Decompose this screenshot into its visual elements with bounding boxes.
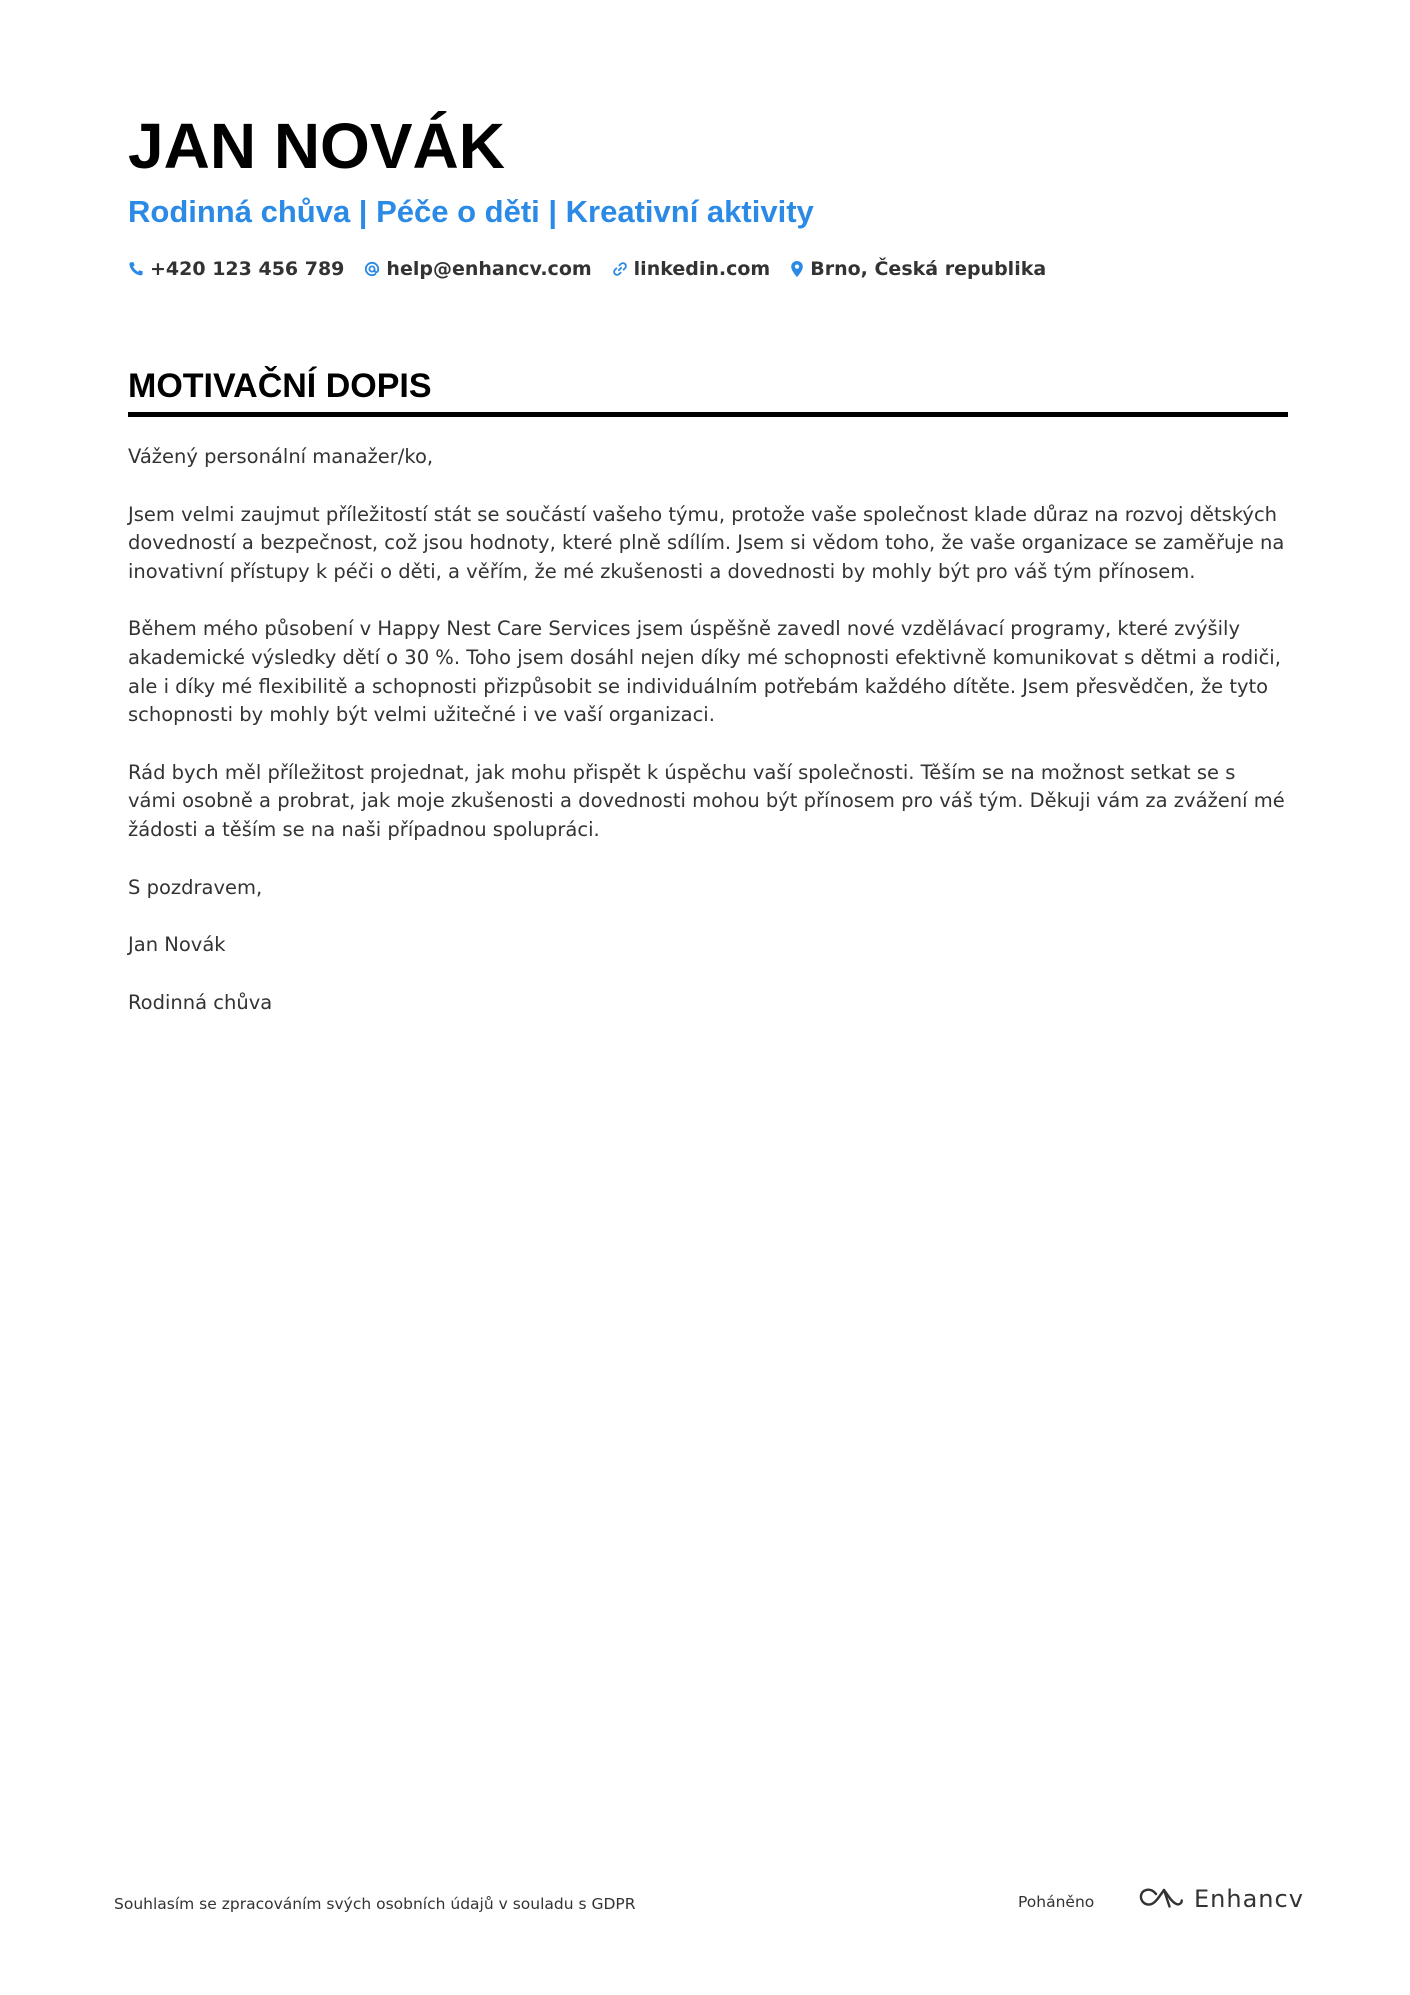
location-pin-icon [790, 260, 804, 278]
signature-title: Rodinná chůva [128, 990, 273, 1014]
gdpr-consent-text: Souhlasím se zpracováním svých osobních údajů v souladu s GDPR [114, 1895, 636, 1913]
contact-email[interactable] [364, 258, 591, 280]
header [128, 108, 1288, 280]
letter-body [128, 443, 1288, 1017]
contact-location [790, 258, 1046, 280]
signature-name: Jan Novák [128, 933, 226, 957]
at-icon [364, 261, 380, 277]
section-divider [128, 412, 1288, 417]
candidate-subtitle: Rodinná chůva | Péče o děti | Kreativní aktivity [128, 194, 814, 229]
contact-email-text: help@enhancv.com [386, 258, 592, 280]
contact-bar [128, 258, 1288, 280]
letter-paragraph: Během mého působení v Happy Nest Care Services jsem úspěšně zavedl nové vzdělávací programy, které zvýšily akademické výsledky dětí o 30 %. Toho jsem dosáhl nejen díky mé schopnosti efektivně komunikovat s dětmi a rodiči, ale i díky mé flexibilitě a schopnosti přizpůsobit se individuálním potřebám každého dítěte. Jsem přesvědčen, že tyto schopnosti by mohly být velmi užitečné i ve vaší organizaci. [128, 617, 1281, 727]
letter-closing: S pozdravem, [128, 875, 263, 899]
letter-paragraph: Rád bych měl příležitost projednat, jak mohu přispět k úspěchu vaší společnosti. Těším se na možnost setkat se s vámi osobně a probrat, jak moje zkušenosti a dovednosti mohou být přínosem pro váš tým. Děkuji vám za zvážení mé žádosti a těším se na naši případnou spolupráci. [128, 760, 1285, 841]
contact-phone-text: +420 123 456 789 [150, 258, 345, 280]
contact-location-text: Brno, Česká republika [810, 258, 1047, 280]
enhancv-brand-link[interactable] [1138, 1885, 1304, 1913]
link-icon [612, 261, 628, 277]
candidate-name: JAN NOVÁK [128, 110, 505, 182]
section-title: MOTIVAČNÍ DOPIS [128, 367, 432, 405]
powered-by-label: Poháněno [1018, 1893, 1095, 1911]
phone-icon [128, 261, 144, 277]
footer [114, 1885, 1304, 1925]
cover-letter-section [128, 364, 1288, 1046]
brand-name: Enhancv [1194, 1885, 1304, 1913]
contact-linkedin[interactable] [612, 258, 771, 280]
contact-phone[interactable] [128, 258, 344, 280]
contact-linkedin-text: linkedin.com [633, 258, 771, 280]
enhancv-logo-icon [1138, 1886, 1184, 1912]
letter-paragraph: Jsem velmi zaujmut příležitostí stát se součástí vašeho týmu, protože vaše společnost klade důraz na rozvoj dětských dovedností a bezpečnost, což jsou hodnoty, které plně sdílím. Jsem si vědom toho, že vaše organizace se zaměřuje na inovativní přístupy k péči o děti, a věřím, že mé zkušenosti a dovednosti by mohly být pro váš tým přínosem. [128, 502, 1285, 583]
letter-greeting: Vážený personální manažer/ko, [128, 445, 434, 468]
